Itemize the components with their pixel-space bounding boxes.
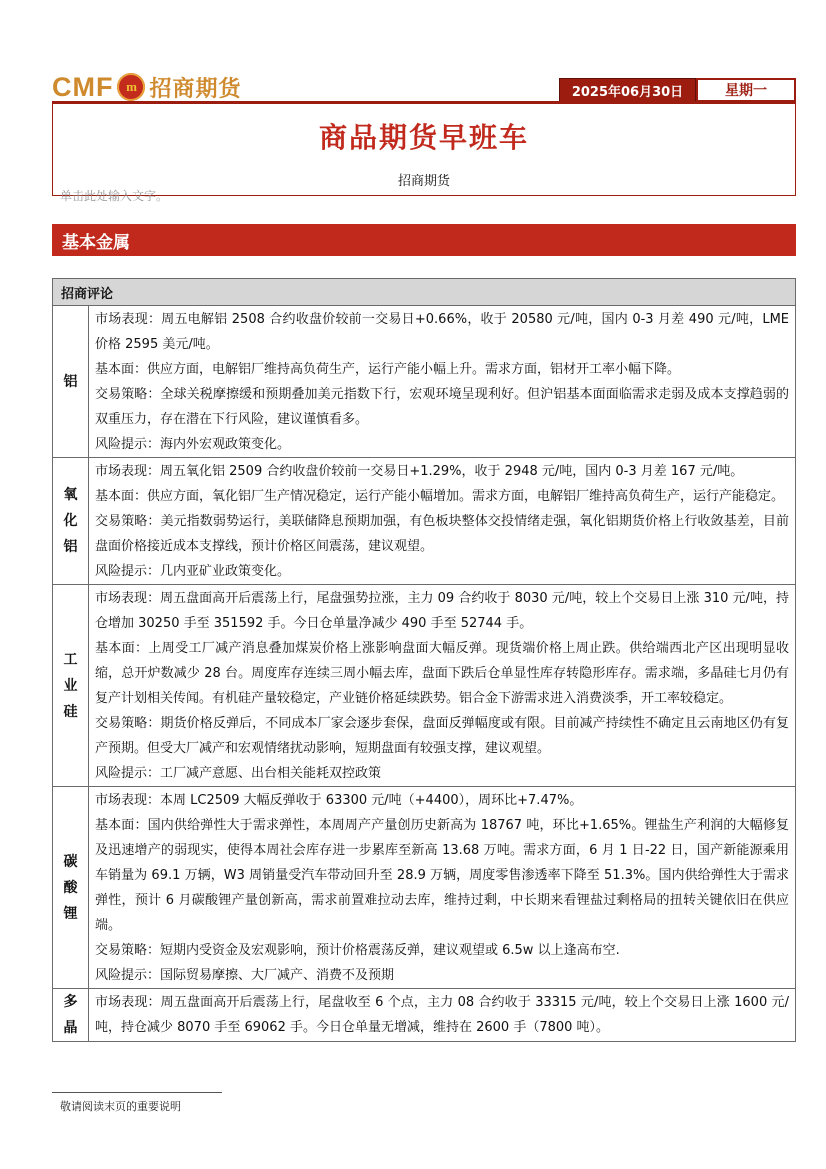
table-row — [53, 989, 796, 1042]
metal-label-text: 氧化铝 — [63, 487, 78, 555]
logo-latin: CMF — [52, 71, 114, 102]
table-row — [53, 306, 796, 458]
section-title: 基本金属 — [62, 232, 130, 253]
page-title: 商品期货早班车 — [318, 121, 529, 154]
report-date: 2025年06月30日 — [559, 78, 696, 102]
title-divider — [52, 101, 796, 104]
commentary-line: 风险提示：海内外宏观政策变化。 — [95, 437, 291, 452]
commentary-line: 市场表现：本周 LC2509 大幅反弹收于 63300 元/吨（+4400），周环比+7.47%。 — [95, 793, 583, 808]
page-subtitle: 招商期货 — [397, 174, 450, 189]
report-weekday: 星期一 — [696, 78, 796, 102]
commentary-line: 风险提示：国际贸易摩擦、大厂减产、消费不及预期 — [95, 968, 395, 983]
metal-label — [53, 989, 89, 1042]
commentary-line: 市场表现：周五氧化铝 2509 合约收盘价较前一交易日+1.29%，收于 2948 元/吨，国内 0-3 月差 167 元/吨。 — [95, 464, 744, 479]
table-header-row — [53, 279, 796, 306]
comment-table — [52, 278, 796, 1042]
text-placeholder[interactable]: 单击此处输入文字。 — [60, 189, 169, 203]
commentary-cell — [89, 585, 796, 787]
commentary-line: 风险提示：几内亚矿业政策变化。 — [95, 564, 291, 579]
table-row — [53, 458, 796, 585]
commentary-line: 基本面：上周受工厂减产消息叠加煤炭价格上涨影响盘面大幅反弹。现货端价格上周止跌。供给端西北产区出现明显收缩，总开炉数减少 28 台。周度库存连续三周小幅去库，盘面下跌后仓单显性库存转隐形库存。需求端，多晶硅七月仍有复产计划相关传闻。有机硅产量较稳定，产业链价格延续跌势。铝合金下游需求进入消费淡季，开工率较稳定。 — [95, 641, 789, 706]
commentary-line: 基本面：供应方面，电解铝厂维持高负荷生产，运行产能小幅上升。需求方面，铝材开工率小幅下降。 — [95, 362, 681, 377]
commentary-cell — [89, 787, 796, 989]
metal-label — [53, 585, 89, 787]
table-header: 招商评论 — [53, 279, 796, 306]
commentary-cell — [89, 458, 796, 585]
commentary-line: 交易策略：美元指数弱势运行，美联储降息预期加强，有色板块整体交投情绪走强，氧化铝期货价格上行收敛基差，目前盘面价格接近成本支撑线，预计价格区间震荡，建议观望。 — [95, 514, 789, 554]
footer-divider — [52, 1092, 222, 1093]
metal-label — [53, 458, 89, 585]
footer-note: 敬请阅读末页的重要说明 — [60, 1100, 181, 1113]
logo-chinese: 招商期货 — [149, 76, 242, 102]
commentary-cell — [89, 989, 796, 1042]
commentary-line: 市场表现：周五盘面高开后震荡上行，尾盘强势拉涨，主力 09 合约收于 8030 元/吨，较上个交易日上涨 310 元/吨，持仓增加 30250 手至 351592 手。今日仓单量净减少 490 手至 52744 手。 — [95, 591, 789, 631]
metal-label-text: 碳酸锂 — [63, 853, 78, 922]
metal-label-text: 多晶 — [63, 994, 78, 1036]
commentary-line: 基本面：供应方面，氧化铝厂生产情况稳定，运行产能小幅增加。需求方面，电解铝厂维持高负荷生产，运行产能稳定。 — [95, 489, 785, 504]
metal-label: 铝 — [53, 306, 89, 458]
commentary-line: 交易策略：短期内受资金及宏观影响，预计价格震荡反弹，建议观望或 6.5w 以上逢高布空. — [95, 943, 620, 958]
commentary-line: 基本面：国内供给弹性大于需求弹性，本周周产产量创历史新高为 18767 吨，环比+1.65%。锂盐生产利润的大幅修复及迅速增产的弱现实，使得本周社会库存进一步累库至新高 13.68 万吨。需求方面，6 月 1 日-22 日，国产新能源乘用车销量为 69.1 万辆，W3 周销量受汽车带动回升至 28.9 万辆，周度零售渗透率下降至 51.3%。国内供给弹性大于需求弹性，预计 6 月碳酸锂产量创新高，需求前置难拉动去库，维持过剩，中长期来看锂盐过剩格局的扭转关键依旧在供应端。 — [95, 818, 789, 933]
metal-label-text: 工业硅 — [63, 651, 78, 720]
metal-label — [53, 787, 89, 989]
commentary-line: 交易策略：期货价格反弹后，不同成本厂家会逐步套保，盘面反弹幅度或有限。目前减产持续性不确定且云南地区仍有复产预期。但受大厂减产和宏观情绪扰动影响，短期盘面有较强支撑，建议观望。 — [95, 716, 789, 756]
company-logo — [52, 70, 242, 104]
section-header — [52, 224, 796, 256]
table-row — [53, 585, 796, 787]
commentary-line: 市场表现：周五盘面高开后震荡上行，尾盘收至 6 个点，主力 08 合约收于 33315 元/吨，较上个交易日上涨 1600 元/吨，持仓减少 8070 手至 69062 手。今日仓单量无增减，维持在 2600 手（7800 吨）。 — [95, 995, 789, 1035]
commentary-line: 市场表现：周五电解铝 2508 合约收盘价较前一交易日+0.66%，收于 20580 元/吨，国内 0-3 月差 490 元/吨，LME 价格 2595 美元/吨。 — [95, 312, 789, 352]
commentary-line: 交易策略：全球关税摩擦缓和预期叠加美元指数下行，宏观环境呈现利好。但沪铝基本面面临需求走弱及成本支撑趋弱的双重压力，存在潜在下行风险，建议谨慎看多。 — [95, 387, 789, 427]
commentary-cell — [89, 306, 796, 458]
commentary-line: 风险提示：工厂减产意愿、出台相关能耗双控政策 — [95, 766, 382, 781]
logo-emblem-icon: m — [117, 73, 145, 101]
table-row — [53, 787, 796, 989]
